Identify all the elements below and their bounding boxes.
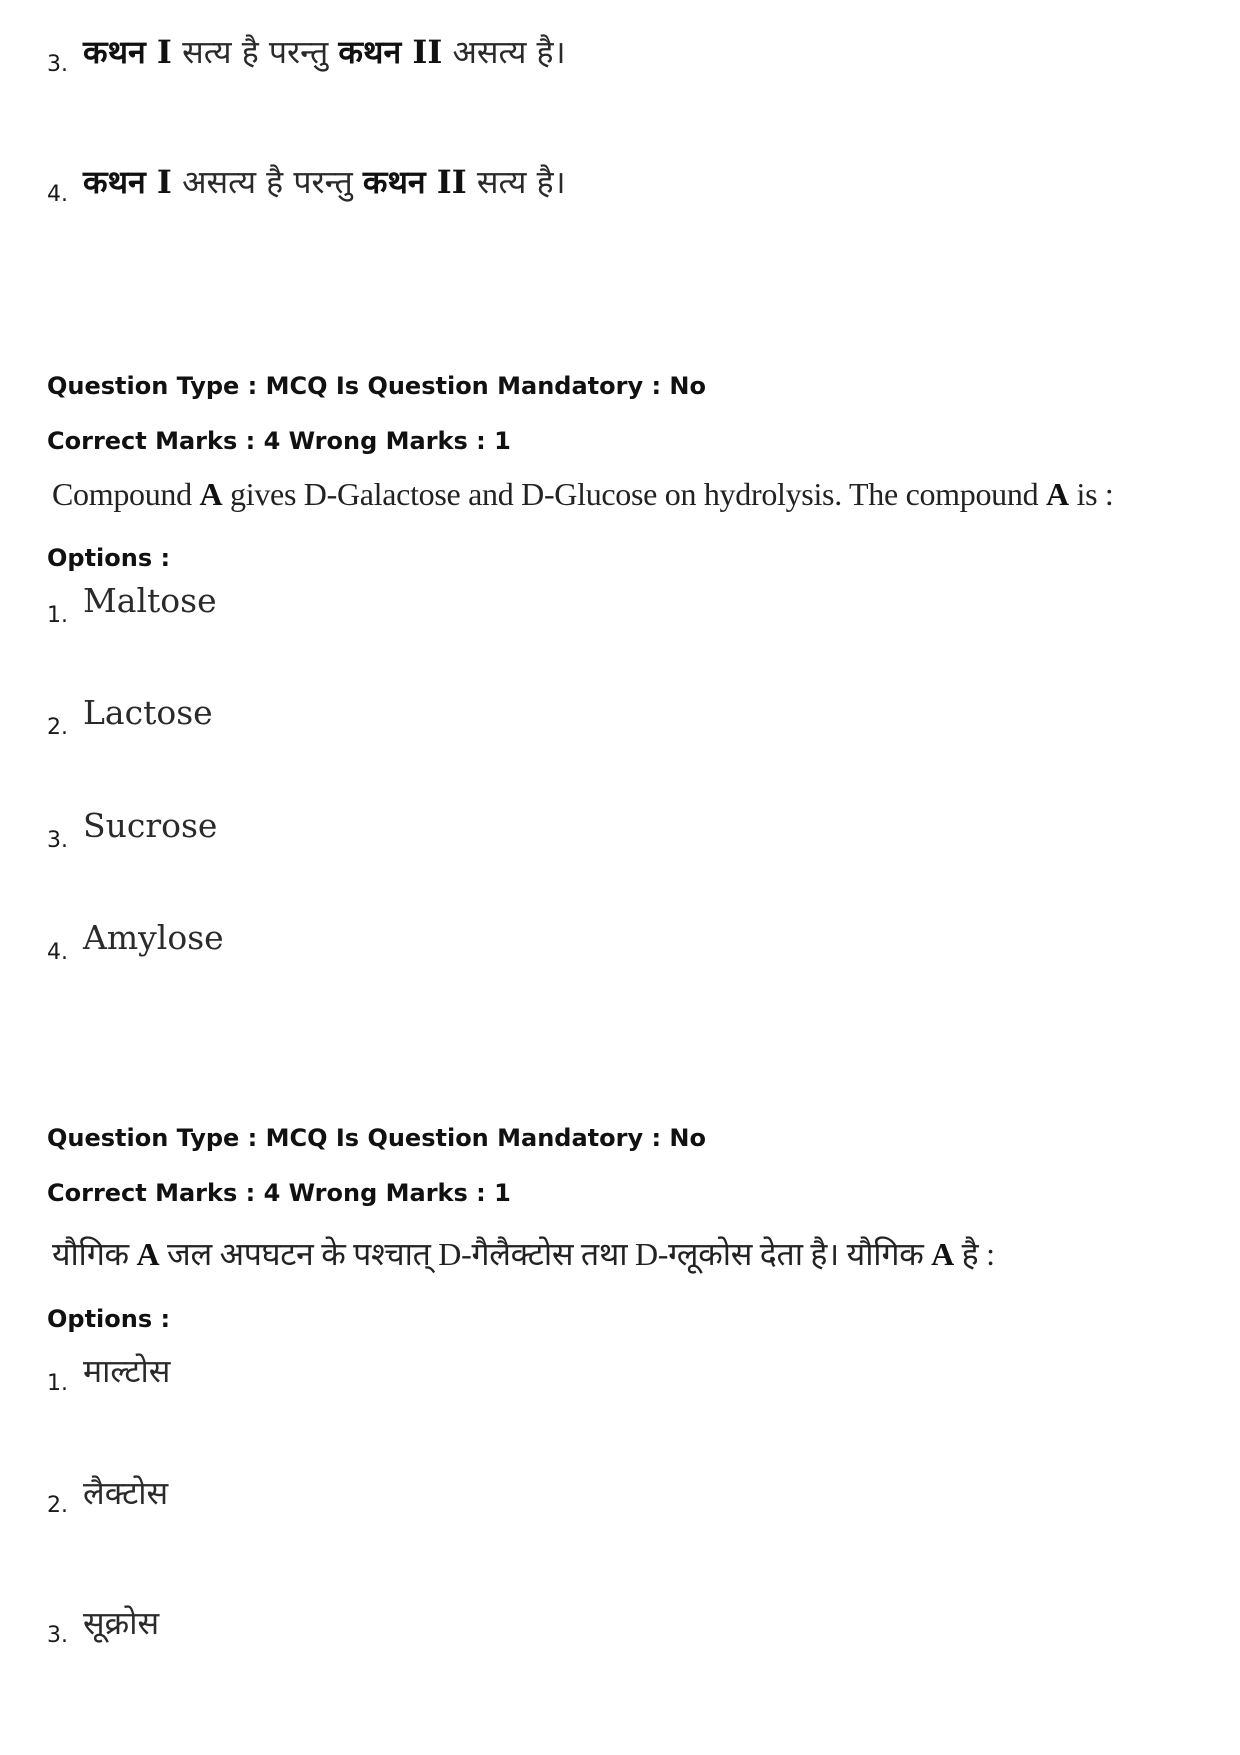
question-type-line: Question Type : MCQ Is Question Mandatory : No bbox=[47, 372, 706, 400]
option-2[interactable] bbox=[47, 1474, 169, 1519]
option-number: 2. bbox=[47, 715, 68, 740]
option-number: 1. bbox=[47, 603, 68, 628]
question-text-part: यौगिक bbox=[52, 1236, 137, 1272]
option-1[interactable] bbox=[47, 581, 217, 629]
option-number: 4. bbox=[47, 940, 68, 965]
option-label: Amylose bbox=[83, 918, 224, 957]
question-text-part: gives D-Galactose and D-Glucose on hydrolysis. The compound bbox=[222, 476, 1046, 512]
options-label: Options : bbox=[47, 544, 171, 572]
prev-option-4 bbox=[47, 163, 566, 208]
question-text bbox=[52, 1232, 995, 1275]
prev-option-3 bbox=[47, 33, 566, 78]
statement-label: कथन II bbox=[362, 163, 467, 201]
question-type-line: Question Type : MCQ Is Question Mandatory : No bbox=[47, 1124, 706, 1152]
option-1[interactable] bbox=[47, 1352, 171, 1397]
option-label: Maltose bbox=[83, 581, 217, 620]
option-text-part: सत्य है परन्तु bbox=[171, 33, 339, 71]
option-number: 2. bbox=[47, 1493, 68, 1518]
question-text-part: जल अपघटन के पश्चात् D-गैलैक्टोस तथा D-ग्लूकोस देता है। यौगिक bbox=[159, 1236, 932, 1272]
option-label: सूक्रोस bbox=[83, 1604, 160, 1642]
option-label: Sucrose bbox=[83, 806, 218, 845]
question-text-bold: A bbox=[931, 1236, 954, 1272]
option-3[interactable] bbox=[47, 1604, 160, 1649]
question-text-bold: A bbox=[136, 1236, 160, 1272]
option-number: 3. bbox=[47, 828, 68, 853]
option-2[interactable] bbox=[47, 693, 213, 741]
statement-label: कथन II bbox=[338, 33, 443, 71]
option-text-part: असत्य है परन्तु bbox=[171, 163, 363, 201]
option-label: लैक्टोस bbox=[83, 1474, 169, 1512]
question-text-part: Compound bbox=[52, 476, 200, 512]
question-text bbox=[52, 476, 1114, 513]
option-number: 3. bbox=[47, 52, 68, 77]
question-text-bold: A bbox=[1045, 476, 1069, 512]
option-text bbox=[83, 33, 566, 71]
option-3[interactable] bbox=[47, 806, 218, 854]
question-text-part: है : bbox=[953, 1236, 995, 1272]
option-number: 3. bbox=[47, 1623, 68, 1648]
option-4[interactable] bbox=[47, 918, 224, 966]
options-label: Options : bbox=[47, 1305, 171, 1333]
option-text-part: असत्य है। bbox=[442, 33, 566, 71]
option-number: 1. bbox=[47, 1371, 68, 1396]
option-text bbox=[83, 163, 566, 201]
marks-line: Correct Marks : 4 Wrong Marks : 1 bbox=[47, 1179, 511, 1207]
option-label: माल्टोस bbox=[83, 1352, 171, 1390]
statement-label: कथन I bbox=[83, 163, 172, 201]
option-text-part: सत्य है। bbox=[466, 163, 566, 201]
option-number: 4. bbox=[47, 182, 68, 207]
statement-label: कथन I bbox=[83, 33, 172, 71]
marks-line: Correct Marks : 4 Wrong Marks : 1 bbox=[47, 427, 511, 455]
question-text-part: is : bbox=[1068, 476, 1114, 512]
question-text-bold: A bbox=[199, 476, 223, 512]
option-label: Lactose bbox=[83, 693, 213, 732]
